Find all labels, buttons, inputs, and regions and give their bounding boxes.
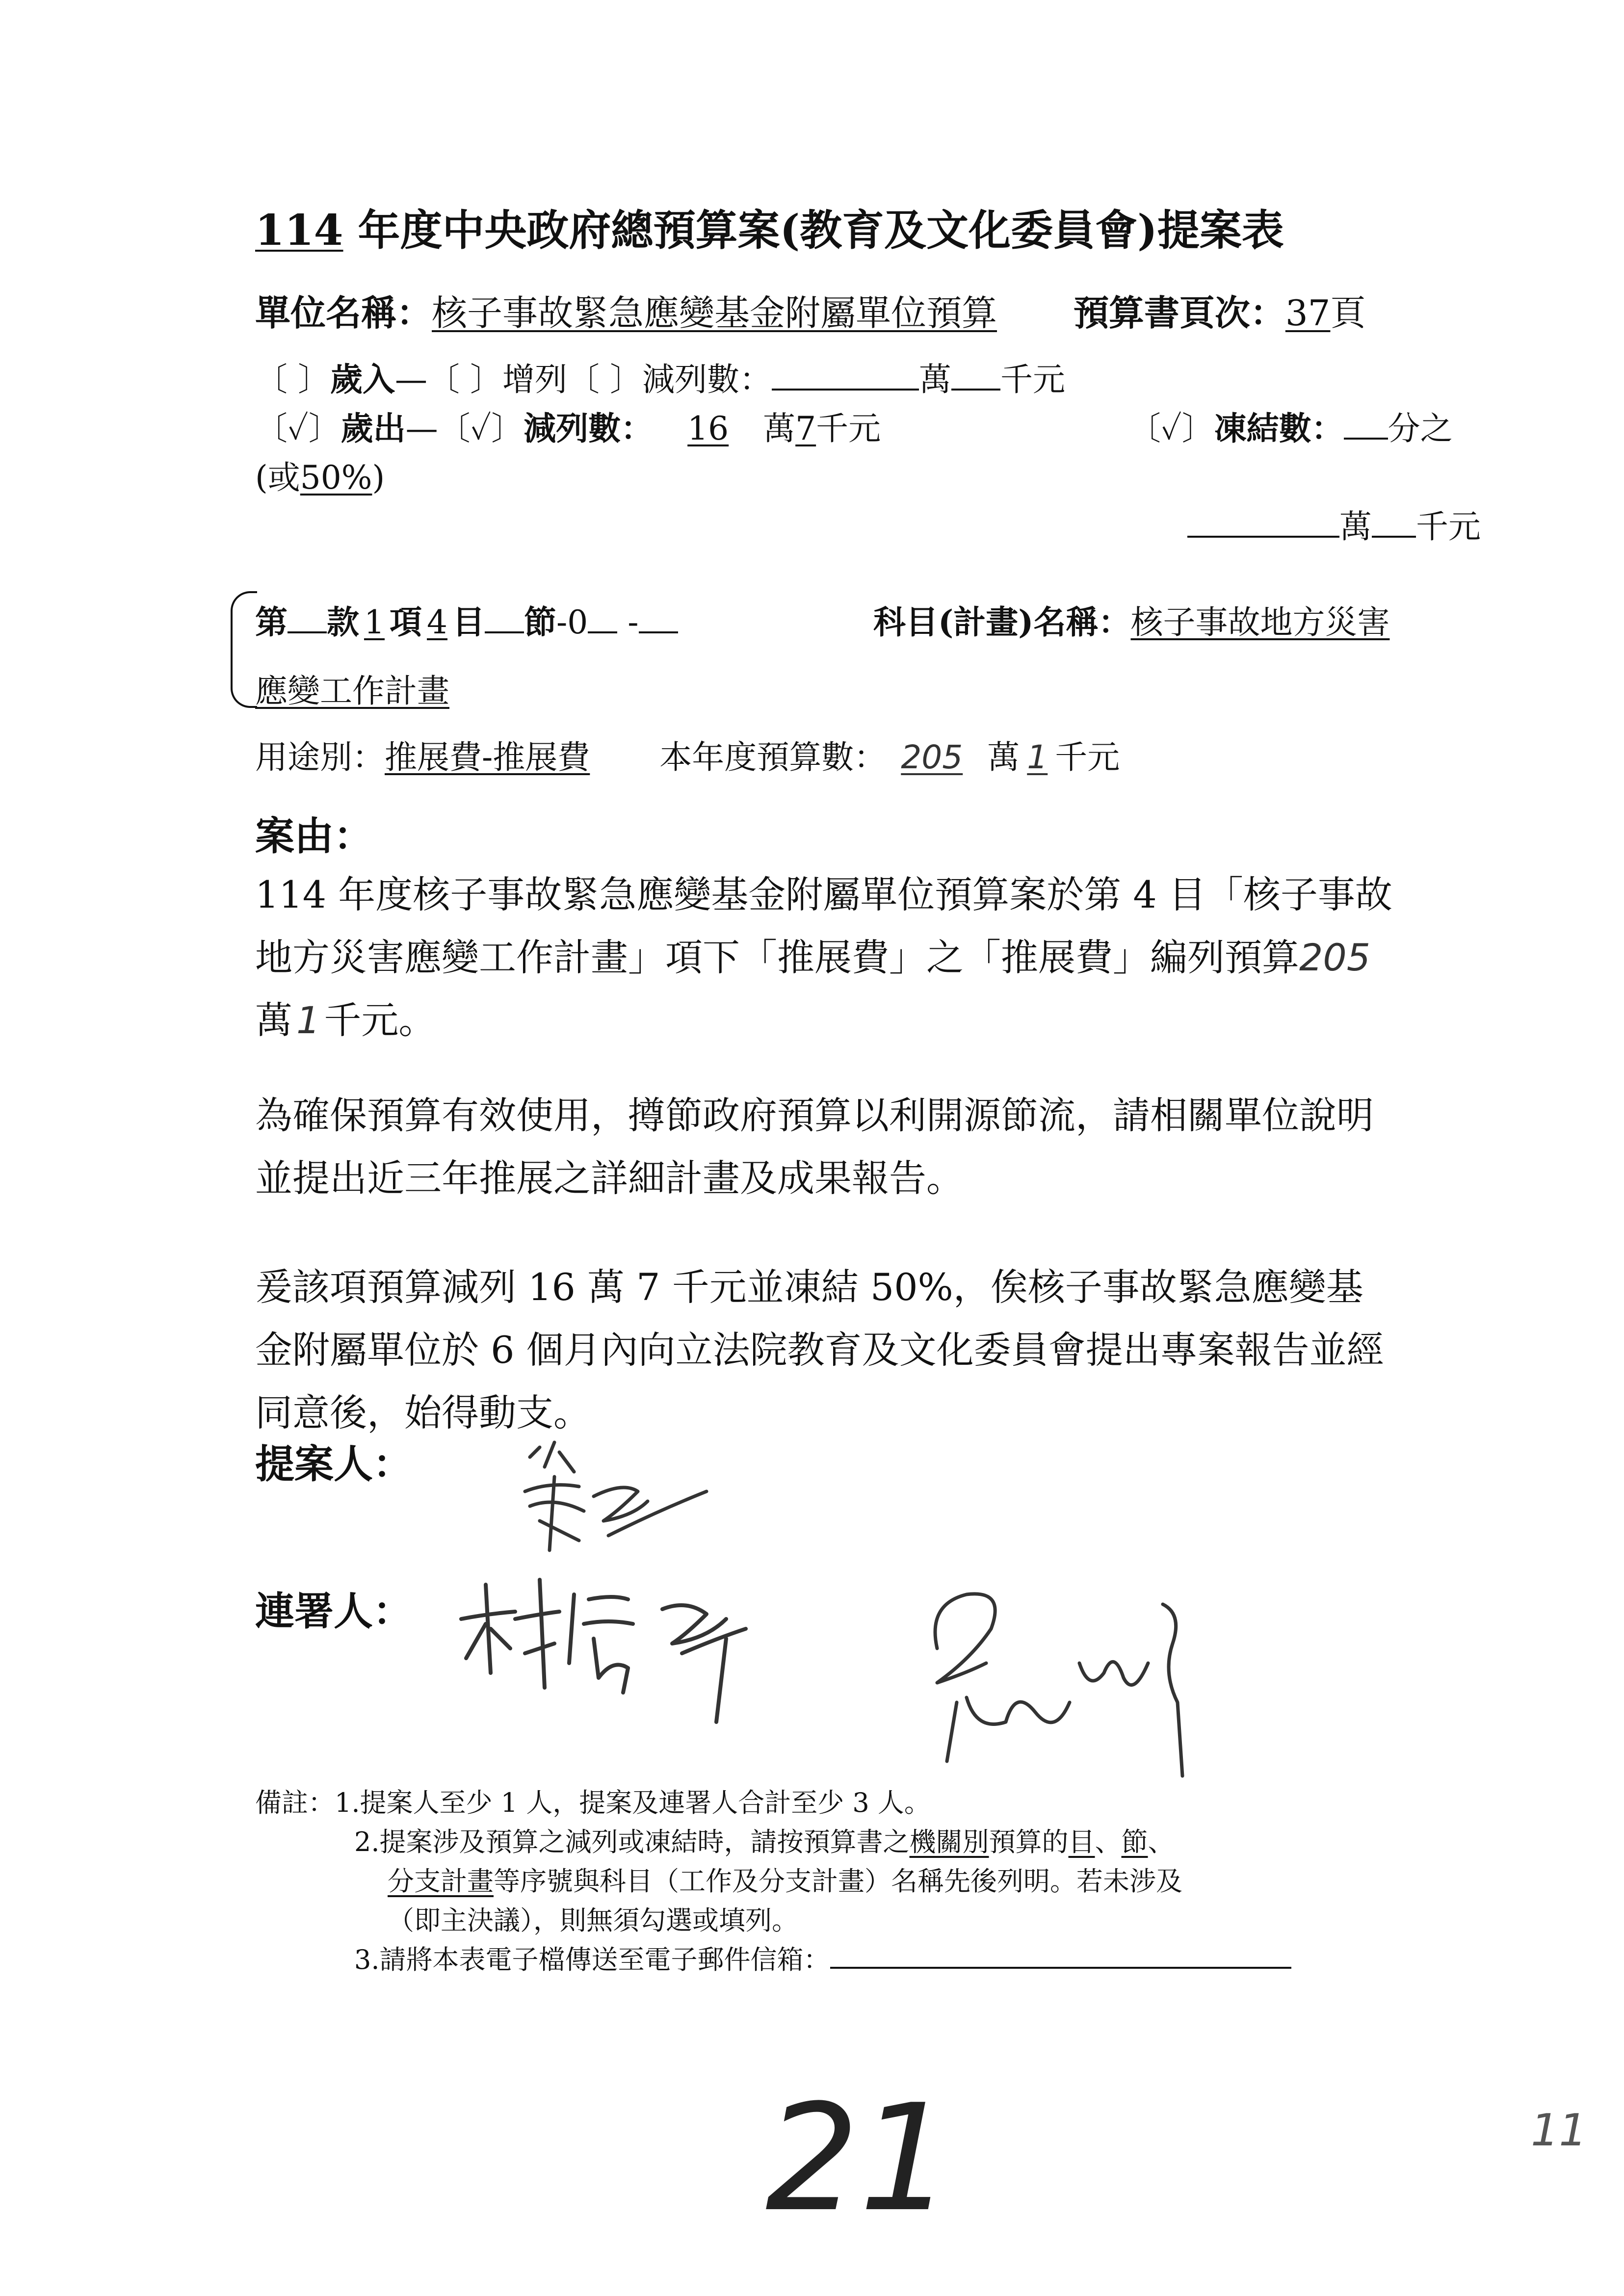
- reason-label: 案由：: [255, 813, 373, 859]
- unit-line: [255, 285, 1365, 336]
- title-year: 114: [255, 206, 343, 255]
- budget-wan-value: 205: [901, 738, 963, 776]
- reason-para1-hw: 205: [1299, 936, 1371, 979]
- email-blank[interactable]: [830, 1940, 1291, 1969]
- sub-blank[interactable]: [639, 599, 678, 633]
- item-line: [255, 596, 678, 643]
- note-2-c: 、: [1095, 1826, 1122, 1857]
- note-2-a: 2.提案涉及預算之減列或凍結時，請按預算書之: [354, 1826, 910, 1857]
- freeze-label: 凍結數：: [1214, 409, 1344, 447]
- subject-line-2: [255, 665, 449, 711]
- title-text: 年度中央政府總預算案(教育及文化委員會)提案表: [358, 206, 1284, 255]
- proposer-label: 提案人：: [255, 1441, 412, 1487]
- budget-qian-value: 1: [1027, 738, 1048, 776]
- cosigner-signature-1-icon: [451, 1565, 795, 1732]
- income-checkbox[interactable]: 〔 〕: [255, 361, 330, 398]
- expense-label: 歲出: [341, 409, 406, 447]
- usage-line: [255, 731, 1120, 778]
- usage-value: 推展費-推展費: [385, 738, 590, 776]
- expense-dash: —: [405, 410, 438, 447]
- percent-value: 50%: [300, 459, 372, 496]
- unit-value: 核子事故緊急應變基金附屬單位預算: [432, 292, 997, 334]
- item-minus: -: [628, 603, 639, 641]
- note-2-e: 等序號與科目（工作及分支計畫）名稱先後列明。若未涉及: [494, 1866, 1182, 1897]
- freeze-group: [1128, 402, 1453, 449]
- item-jie: 節: [524, 603, 556, 641]
- cut-qian-value: 7: [795, 410, 816, 447]
- cosigner-signature-2-icon: [908, 1575, 1202, 1781]
- income-wan-blank[interactable]: [772, 356, 919, 391]
- note-2-u1: 機關別: [909, 1826, 989, 1857]
- jie-value: -0: [556, 603, 588, 641]
- item-di: 第: [255, 603, 288, 641]
- note-1-line: [255, 1783, 1291, 1823]
- cut-wan-value: 16: [687, 410, 729, 447]
- subject-value-2: 應變工作計畫: [255, 672, 449, 710]
- cosigner-label: 連署人：: [255, 1588, 412, 1634]
- reason-para1-c: 千元。: [324, 998, 436, 1042]
- cut-wan: 萬: [763, 410, 796, 447]
- note-2-d: 、: [1148, 1826, 1175, 1857]
- increase-checkbox[interactable]: 〔 〕: [427, 361, 502, 398]
- item-xiang: 項: [390, 603, 422, 641]
- percent-close: ): [372, 459, 385, 496]
- income-dash: —: [394, 361, 427, 398]
- kuan-blank[interactable]: [288, 599, 327, 633]
- reason-para1-hw2: 1: [296, 998, 320, 1042]
- jie-blank[interactable]: [485, 599, 524, 633]
- percent-line: [255, 451, 385, 498]
- note-3: 3.請將本表電子檔傳送至電子郵件信箱：: [354, 1944, 830, 1975]
- note-3-line: [255, 1940, 1291, 1980]
- xiang-value: 1: [364, 603, 385, 641]
- reason-para1-b: 萬: [255, 998, 292, 1042]
- page-number: 21: [765, 2073, 953, 2244]
- note-2-u4: 分支計畫: [388, 1866, 494, 1897]
- income-label: 歲入: [330, 360, 395, 398]
- note-2-u3: 節: [1121, 1826, 1148, 1857]
- expense-checkbox[interactable]: 〔✓〕: [255, 410, 341, 447]
- cut-label: 減列數：: [524, 409, 654, 447]
- jie-value-blank[interactable]: [588, 599, 617, 633]
- budget-qian-yuan: 千元: [1055, 738, 1120, 776]
- reason-paragraph-1: [255, 863, 1393, 1052]
- usage-label: 用途別：: [255, 738, 385, 776]
- reason-paragraph-2: 為確保預算有效使用，撙節政府預算以利開源節流，請相關單位說明並提出近三年推展之詳細計畫及成果報告。: [255, 1094, 1374, 1200]
- proposer-signature-icon: [510, 1437, 716, 1565]
- page-value: 37: [1285, 292, 1331, 334]
- decrease-checkbox[interactable]: 〔 〕: [567, 361, 642, 398]
- item-bracket: [231, 591, 257, 708]
- page-suffix: 頁: [1330, 292, 1366, 334]
- note-2-line-2: [255, 1862, 1291, 1901]
- subject-label: 科目(計畫)名稱：: [873, 603, 1131, 641]
- freeze-amount-line: [1187, 500, 1481, 547]
- note-2-line-3: [255, 1901, 1291, 1940]
- income-qian-blank[interactable]: [951, 356, 1000, 391]
- cut-qian-yuan: 千元: [816, 410, 881, 447]
- budget-label: 本年度預算數：: [659, 738, 887, 776]
- note-2-u2: 目: [1068, 1826, 1095, 1857]
- unit-label: 單位名稱：: [255, 292, 432, 334]
- page-title: [255, 196, 1284, 257]
- fraction-label: 分之: [1388, 410, 1453, 447]
- note-1: 1.提案人至少 1 人，提案及連署人合計至少 3 人。: [335, 1787, 931, 1818]
- item-mu: 目: [452, 603, 485, 641]
- freeze-wan-blank[interactable]: [1187, 503, 1339, 538]
- subject-value-1: 核子事故地方災害: [1130, 603, 1390, 641]
- notes-label: 備註：: [255, 1787, 335, 1818]
- decrease-label: 減列數：: [642, 361, 772, 398]
- income-wan: 萬: [918, 361, 951, 398]
- corner-mark: 11: [1531, 2105, 1587, 2156]
- increase-label: 增列: [502, 361, 567, 398]
- freeze-fraction-blank[interactable]: [1344, 405, 1388, 440]
- percent-open: (或: [255, 459, 300, 496]
- mu-value: 4: [427, 603, 447, 641]
- cut-checkbox[interactable]: 〔✓〕: [438, 410, 524, 447]
- freeze-qian-yuan: 千元: [1416, 508, 1481, 546]
- reason-para1-a: 114 年度核子事故緊急應變基金附屬單位預算案於第 4 目「核子事故地方災害應變工作計畫」項下「推展費」之「推展費」編列預算: [255, 873, 1392, 979]
- budget-wan: 萬: [987, 738, 1020, 776]
- income-qian-yuan: 千元: [1000, 361, 1065, 398]
- note-2-line-1: [255, 1823, 1291, 1862]
- notes-block: [255, 1783, 1291, 1980]
- note-2-f: （即主決議），則無須勾選或填列。: [388, 1905, 798, 1936]
- subject-group: [873, 596, 1389, 643]
- income-line: [255, 353, 1065, 400]
- reason-paragraph-3: 爰該項預算減列 16 萬 7 千元並凍結 50%，俟核子事故緊急應變基金附屬單位於 6 個月內向立法院教育及文化委員會提出專案報告並經同意後，始得動支。: [255, 1265, 1384, 1435]
- freeze-wan: 萬: [1339, 508, 1372, 546]
- freeze-qian-blank[interactable]: [1372, 503, 1416, 538]
- note-2-b: 預算的: [989, 1826, 1069, 1857]
- item-kuan: 款: [327, 603, 359, 641]
- freeze-checkbox[interactable]: 〔✓〕: [1128, 410, 1214, 447]
- page-label: 預算書頁次：: [1073, 292, 1285, 334]
- expense-line: [255, 402, 881, 449]
